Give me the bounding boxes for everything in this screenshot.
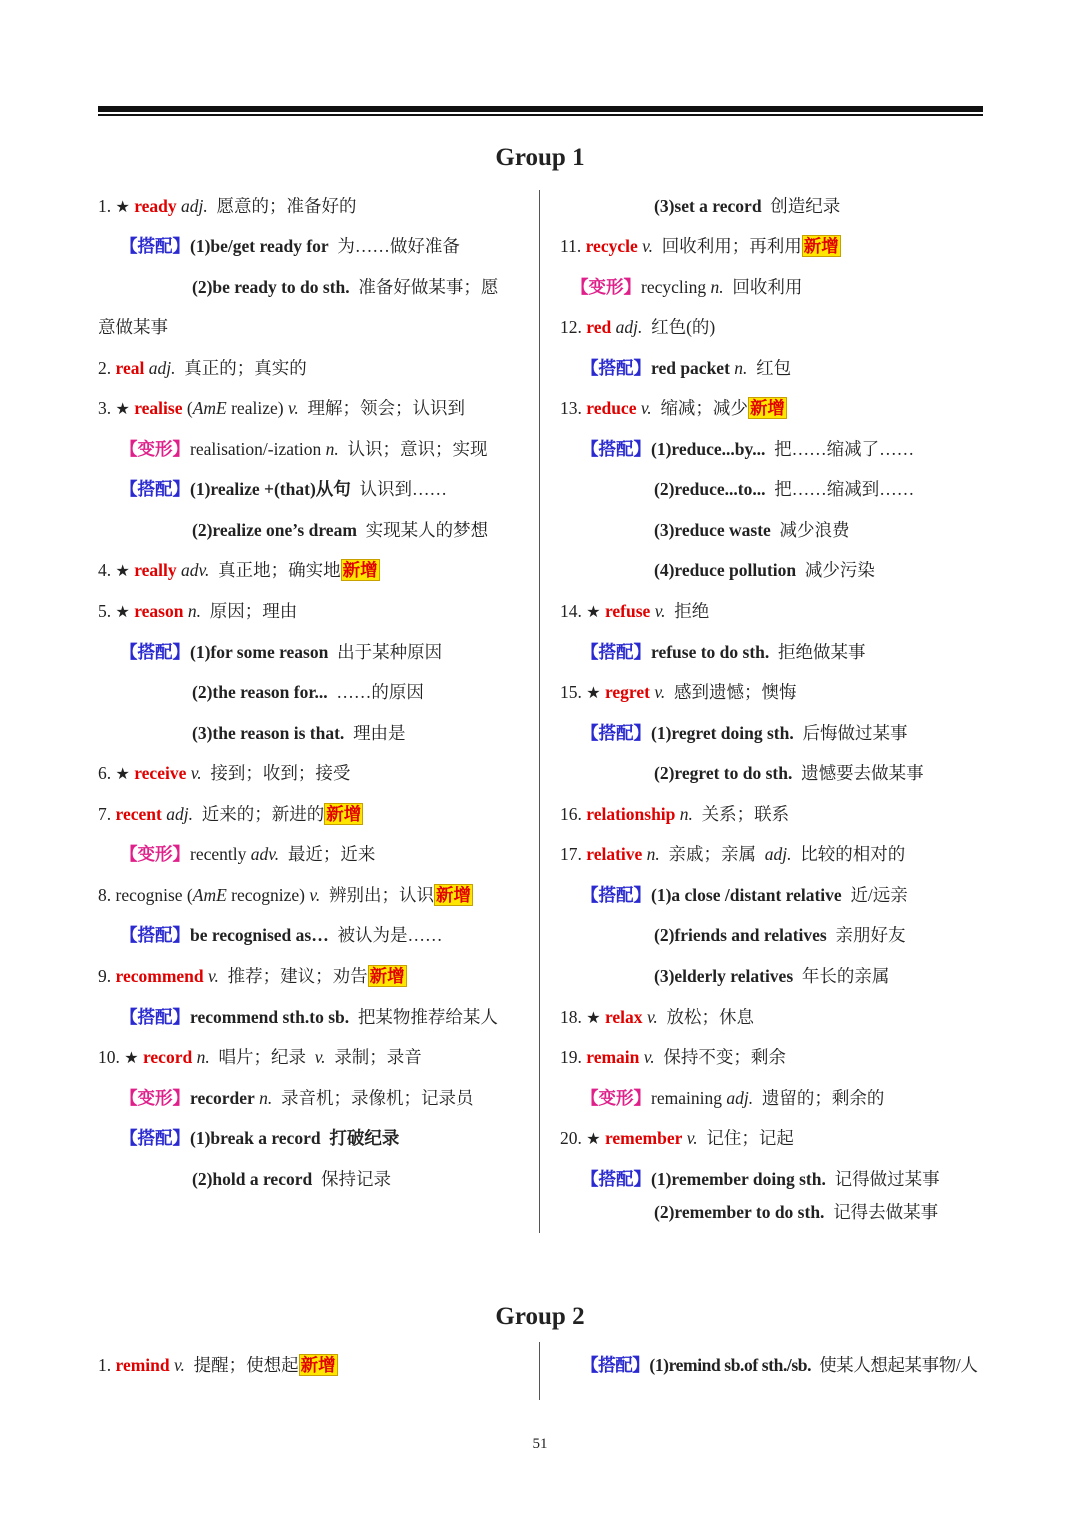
collocation-line: (2)realize one’s dream 实现某人的梦想 (192, 520, 489, 540)
entry-really: 4. ★ really adv. 真正地；确实地 新增 (98, 560, 378, 580)
top-rule-thin (98, 114, 983, 116)
collocation-line: (2)hold a record 保持记录 (192, 1169, 391, 1189)
collocation-line: (2)regret to do sth. 遗憾要去做某事 (654, 763, 924, 783)
entry-remind: 1. remind v. 提醒；使想起 新增 (98, 1355, 336, 1375)
entry-remain: 19. remain v. 保持不变；剩余 (560, 1047, 786, 1067)
collocation-line: (3)set a record 创造纪录 (654, 196, 841, 216)
new-badge: 新增 (342, 560, 378, 580)
collocation-line: 【搭配】(1)regret doing sth. 后悔做过某事 (581, 723, 908, 743)
entry-record: 10. ★ record n. 唱片；纪录 v. 录制；录音 (98, 1047, 422, 1067)
entry-recycle: 11. recycle v. 回收利用；再利用 新增 (560, 236, 839, 256)
collocation-line: 【搭配】(1)be/get ready for 为……做好准备 (120, 236, 460, 256)
page-number: 51 (532, 1436, 548, 1452)
entry-relationship: 16. relationship n. 关系；联系 (560, 804, 790, 824)
entry-recognise: 8. recognise (AmE recognize) v. 辨别出；认识 新增 (98, 885, 471, 905)
collocation-line: 【搭配】(1)a close /distant relative 近/远亲 (581, 885, 908, 905)
column-divider (539, 1342, 540, 1400)
collocation-line: 【搭配】(1)break a record 打破纪录 (120, 1128, 400, 1148)
collocation-line: (2)remember to do sth. 记得去做某事 (654, 1202, 939, 1222)
new-badge: 新增 (326, 804, 362, 824)
entry-recommend: 9. recommend v. 推荐；建议；劝告 新增 (98, 966, 405, 986)
collocation-line: 【搭配】(1)for some reason 出于某种原因 (120, 642, 443, 662)
entry-receive: 6. ★ receive v. 接到；收到；接受 (98, 763, 351, 783)
entry-relax: 18. ★ relax v. 放松；休息 (560, 1007, 755, 1027)
new-badge: 新增 (803, 236, 839, 256)
variant-line: 【变形】realisation/-ization n. 认识；意识；实现 (120, 439, 488, 459)
continuation-line: 意做某事 (98, 317, 168, 337)
group2-title: Group 2 (495, 1303, 585, 1330)
entry-red: 12. red adj. 红色(的) (560, 317, 716, 337)
variant-line: 【变形】recorder n. 录音机；录像机；记录员 (120, 1088, 474, 1108)
collocation-line: 【搭配】recommend sth.to sb. 把某物推荐给某人 (120, 1007, 498, 1027)
entry-ready: 1. ★ ready adj. 愿意的；准备好的 (98, 196, 357, 216)
entry-realise: 3. ★ realise (AmE realize) v. 理解；领会；认识到 (98, 398, 466, 418)
collocation-line: (2)friends and relatives 亲朋好友 (654, 925, 906, 945)
top-rule-thick (98, 106, 983, 112)
group1-title: Group 1 (495, 144, 585, 171)
column-divider (539, 190, 540, 1233)
new-badge: 新增 (435, 885, 471, 905)
collocation-line: (3)reduce waste 减少浪费 (654, 520, 850, 540)
collocation-line: (3)the reason is that. 理由是 (192, 723, 406, 743)
new-badge: 新增 (749, 398, 785, 418)
collocation-line: 【搭配】(1)realize +(that)从句 认识到…… (120, 479, 448, 499)
collocation-line: 【搭配】red packet n. 红包 (581, 358, 792, 378)
variant-line: 【变形】recycling n. 回收利用 (571, 277, 803, 297)
collocation-line: (3)elderly relatives 年长的亲属 (654, 966, 890, 986)
collocation-line: 【搭配】(1)remind sb.of sth./sb. 使某人想起某事物/人 (581, 1355, 978, 1375)
entry-recent: 7. recent adj. 近来的；新进的 新增 (98, 804, 362, 824)
collocation-line: 【搭配】be recognised as… 被认为是…… (120, 925, 443, 945)
entry-relative: 17. relative n. 亲戚；亲属 adj. 比较的相对的 (560, 844, 906, 864)
collocation-line: (2)reduce...to... 把……缩减到…… (654, 479, 915, 499)
collocation-line: (4)reduce pollution 减少污染 (654, 560, 875, 580)
entry-regret: 15. ★ regret v. 感到遗憾；懊悔 (560, 682, 797, 702)
entry-refuse: 14. ★ refuse v. 拒绝 (560, 601, 710, 621)
entry-real: 2. real adj. 真正的；真实的 (98, 358, 307, 378)
variant-line: 【变形】recently adv. 最近；近来 (120, 844, 376, 864)
variant-line: 【变形】remaining adj. 遗留的；剩余的 (581, 1088, 885, 1108)
entry-reason: 5. ★ reason n. 原因；理由 (98, 601, 298, 621)
entry-remember: 20. ★ remember v. 记住；记起 (560, 1128, 794, 1148)
collocation-line: 【搭配】(1)remember doing sth. 记得做过某事 (581, 1169, 940, 1189)
new-badge: 新增 (369, 966, 405, 986)
collocation-line: (2)the reason for... ……的原因 (192, 682, 424, 702)
new-badge: 新增 (300, 1355, 336, 1375)
entry-reduce: 13. reduce v. 缩减；减少 新增 (560, 398, 785, 418)
collocation-line: (2)be ready to do sth. 准备好做某事；愿 (192, 277, 499, 297)
collocation-line: 【搭配】(1)reduce...by... 把……缩减了…… (581, 439, 915, 459)
collocation-line: 【搭配】refuse to do sth. 拒绝做某事 (581, 642, 866, 662)
